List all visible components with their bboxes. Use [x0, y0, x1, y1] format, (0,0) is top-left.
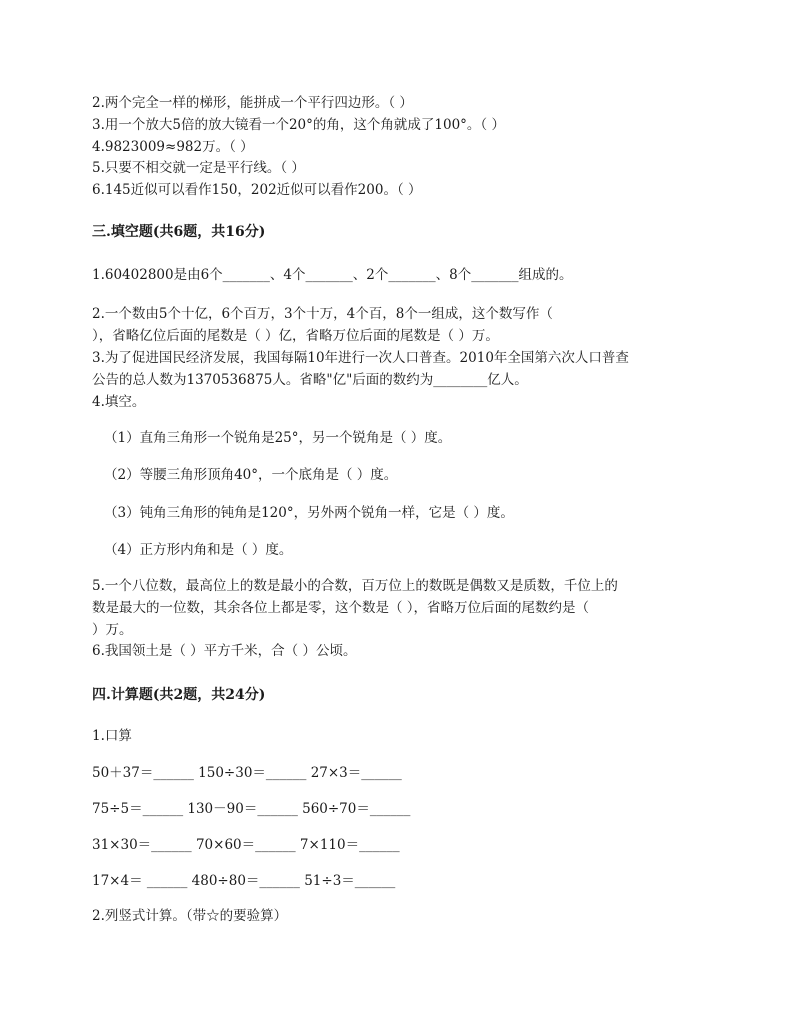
calc-row-3: 31×30＝______ 70×60＝______ 7×110＝______: [92, 837, 400, 853]
fill-question-3-line-2: 公告的总人数为1370536875人。省略"亿"后面的数约为________亿人。: [92, 372, 528, 388]
fill-question-1: 1.60402800是由6个_______、4个_______、2个_______、8个_______组成的。: [92, 267, 573, 283]
judge-item-5: 5.只要不相交就一定是平行线。（ ）: [92, 160, 305, 176]
fill-question-4-sub-4: （4）正方形内角和是（ ）度。: [104, 542, 293, 558]
fill-question-5-line-2: 数是最大的一位数，其余各位上都是零，这个数是（ ），省略万位后面的尾数约是（: [92, 600, 590, 616]
judge-item-4: 4.9823009≈982万。（ ）: [92, 139, 254, 155]
calc-row-1: 50＋37＝______ 150÷30＝______ 27×3＝______: [92, 765, 402, 781]
calc-row-2: 75÷5＝______ 130－90＝______ 560÷70＝______: [92, 801, 411, 817]
fill-question-4-sub-1: （1）直角三角形一个锐角是25°，另一个锐角是（ ）度。: [104, 430, 452, 446]
fill-question-6: 6.我国领土是（ ）平方千米，合（ ）公顷。: [92, 643, 357, 659]
section-fill-heading: 三.填空题(共6题，共16分): [92, 224, 266, 240]
calc-question-2: 2.列竖式计算。（带☆的要验算）: [92, 908, 288, 924]
judge-item-3: 3.用一个放大5倍的放大镜看一个20°的角，这个角就成了100°。（ ）: [92, 117, 505, 133]
fill-question-2-line-2: ），省略亿位后面的尾数是（ ）亿，省略万位后面的尾数是（ ）万。: [92, 328, 499, 344]
section-calc-heading: 四.计算题(共2题，共24分): [92, 687, 266, 703]
fill-question-3-line-1: 3.为了促进国民经济发展，我国每隔10年进行一次人口普查。2010年全国第六次人口普查: [92, 350, 629, 366]
calc-row-4: 17×4＝ ______ 480÷80＝______ 51÷3＝______: [92, 873, 396, 889]
calc-question-1: 1.口算: [92, 728, 132, 744]
fill-question-4-sub-3: （3）钝角三角形的钝角是120°，另外两个锐角一样，它是（ ）度。: [104, 505, 514, 521]
fill-question-2-line-1: 2.一个数由5个十亿，6个百万，3个十万，4个百，8个一组成，这个数写作（: [92, 306, 553, 322]
fill-question-4: 4.填空。: [92, 394, 146, 410]
fill-question-5-line-3: ）万。: [92, 622, 133, 638]
judge-item-6: 6.145近似可以看作150，202近似可以看作200。（ ）: [92, 182, 422, 198]
judge-item-2: 2.两个完全一样的梯形，能拼成一个平行四边形。（ ）: [92, 95, 413, 111]
fill-question-4-sub-2: （2）等腰三角形顶角40°，一个底角是（ ）度。: [104, 467, 398, 483]
fill-question-5-line-1: 5.一个八位数，最高位上的数是最小的合数，百万位上的数既是偶数又是质数，千位上的: [92, 578, 618, 594]
